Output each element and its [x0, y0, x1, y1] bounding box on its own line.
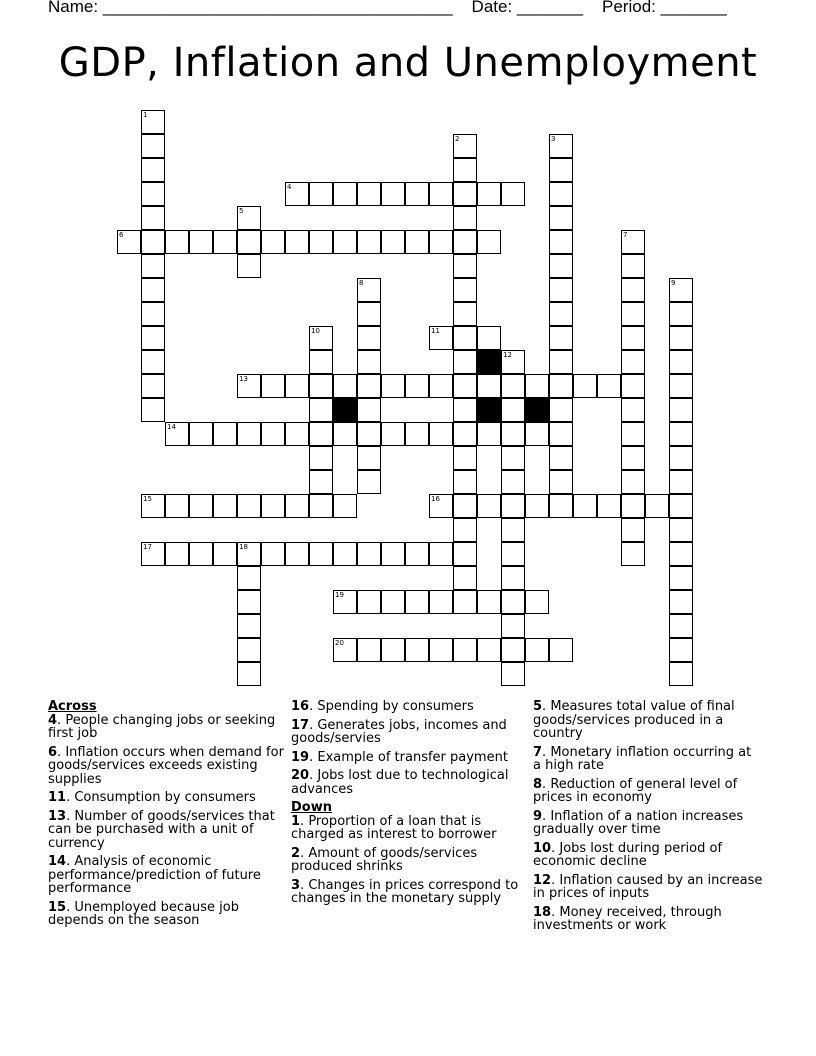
crossword-cell[interactable] [189, 230, 213, 254]
clue-item: 1. Proportion of a loan that is charged as interest to borrower [291, 813, 497, 842]
crossword-cell[interactable] [549, 254, 573, 278]
crossword-cell[interactable] [453, 494, 477, 518]
crossword-cell[interactable] [549, 278, 573, 302]
crossword-cell[interactable] [309, 182, 333, 206]
clue-text: Consumption by consumers [74, 790, 256, 805]
crossword-cell[interactable] [381, 590, 405, 614]
crossword-cell[interactable] [261, 542, 285, 566]
clue-number-label: 14 [167, 423, 176, 431]
crossword-cell[interactable] [333, 422, 357, 446]
crossword-cell[interactable] [381, 374, 405, 398]
crossword-cell[interactable] [285, 494, 309, 518]
clue-number-label: 1 [143, 111, 148, 119]
crossword-cell[interactable] [453, 422, 477, 446]
crossword-cell[interactable] [477, 374, 501, 398]
crossword-cell[interactable] [621, 542, 645, 566]
crossword-cell[interactable] [669, 518, 693, 542]
clue-item: 14. Analysis of economic performance/prediction of future performance [48, 854, 261, 896]
crossword-cell[interactable] [501, 398, 525, 422]
crossword-cell[interactable] [669, 494, 693, 518]
clue-item: 10. Jobs lost during period of economic decline [533, 840, 723, 869]
crossword-cell[interactable] [501, 494, 525, 518]
crossword-cell[interactable] [669, 662, 693, 686]
crossword-cell[interactable] [501, 662, 525, 686]
crossword-cell[interactable] [501, 422, 525, 446]
crossword-cell[interactable] [357, 374, 381, 398]
crossword-cell[interactable] [501, 446, 525, 470]
crossword-cell[interactable] [405, 542, 429, 566]
crossword-cell[interactable] [237, 566, 261, 590]
clue-number-label: 4 [287, 183, 292, 191]
clue-number-label: 17 [143, 543, 152, 551]
clue-number: 9 [533, 808, 543, 824]
crossword-cell[interactable] [477, 230, 501, 254]
crossword-cell[interactable] [309, 494, 333, 518]
clue-item: 11. Consumption by consumers [48, 790, 256, 805]
crossword-cell[interactable] [549, 638, 573, 662]
crossword-cell[interactable] [213, 542, 237, 566]
crossword-black-cell [333, 398, 357, 422]
crossword-cell[interactable] [645, 494, 669, 518]
crossword-cell[interactable] [549, 302, 573, 326]
crossword-cell[interactable] [525, 638, 549, 662]
crossword-cell[interactable] [141, 206, 165, 230]
clue-number: 12 [533, 872, 552, 888]
clue-number-label: 20 [335, 639, 344, 647]
clue-text: People changing jobs or seeking first job [48, 712, 276, 741]
clues-column-1 [48, 700, 293, 933]
page-title: GDP, Inflation and Unemployment [58, 40, 758, 86]
clue-number-label: 2 [455, 135, 460, 143]
crossword-cell[interactable] [141, 182, 165, 206]
crossword-cell[interactable] [237, 638, 261, 662]
crossword-cell[interactable] [285, 542, 309, 566]
clue-number: 15 [48, 899, 67, 915]
crossword-cell[interactable] [669, 422, 693, 446]
crossword-cell[interactable] [573, 374, 597, 398]
crossword-cell[interactable] [549, 422, 573, 446]
crossword-cell[interactable] [237, 662, 261, 686]
crossword-cell[interactable] [477, 638, 501, 662]
crossword-cell[interactable] [453, 350, 477, 374]
crossword-cell[interactable] [621, 350, 645, 374]
crossword-cell[interactable] [381, 182, 405, 206]
crossword-cell[interactable] [261, 374, 285, 398]
crossword-cell[interactable] [669, 446, 693, 470]
crossword-cell[interactable] [189, 542, 213, 566]
clue-text: Changes in prices correspond to changes in the monetary supply [291, 877, 519, 906]
crossword-cell[interactable] [621, 518, 645, 542]
clue-number: 2 [291, 845, 301, 861]
crossword-cell[interactable] [381, 638, 405, 662]
crossword-cell[interactable] [333, 374, 357, 398]
crossword-cell[interactable] [477, 182, 501, 206]
crossword-cell[interactable] [621, 254, 645, 278]
crossword-cell[interactable] [381, 422, 405, 446]
crossword-cell[interactable] [669, 470, 693, 494]
clue-item: 16. Spending by consumers [291, 699, 474, 714]
crossword-cell[interactable] [525, 374, 549, 398]
crossword-cell[interactable] [549, 470, 573, 494]
crossword-cell[interactable] [453, 542, 477, 566]
crossword-cell[interactable] [309, 422, 333, 446]
clue-number-label: 16 [431, 495, 440, 503]
crossword-black-cell [477, 398, 501, 422]
crossword-cell[interactable] [549, 206, 573, 230]
crossword-cell[interactable] [597, 374, 621, 398]
crossword-cell[interactable] [213, 422, 237, 446]
crossword-cell[interactable] [237, 590, 261, 614]
crossword-cell[interactable] [381, 230, 405, 254]
clues-column-2 [291, 700, 536, 911]
crossword-cell[interactable] [573, 494, 597, 518]
crossword-cell[interactable] [309, 398, 333, 422]
crossword-cell[interactable] [669, 326, 693, 350]
crossword-cell[interactable] [453, 326, 477, 350]
clue-text: Inflation caused by an increase in prices of inputs [533, 872, 763, 901]
clue-text: Spending by consumers [317, 699, 474, 714]
crossword-cell[interactable] [549, 326, 573, 350]
crossword-cell[interactable] [141, 374, 165, 398]
crossword-cell[interactable] [549, 230, 573, 254]
clue-text: Jobs lost due to technological advances [291, 768, 509, 797]
clue-text: Number of goods/services that can be purchased with a unit of currency [48, 808, 275, 851]
clue-number: 11 [48, 790, 67, 805]
crossword-cell[interactable] [549, 494, 573, 518]
clue-text: Proportion of a loan that is charged as interest to borrower [291, 813, 497, 842]
crossword-cell[interactable] [237, 614, 261, 638]
crossword-cell[interactable] [501, 566, 525, 590]
clue-number-label: 18 [239, 543, 248, 551]
crossword-cell[interactable] [549, 446, 573, 470]
name-blank[interactable]: _____________________________________ [102, 0, 453, 16]
clue-text: Amount of goods/services produced shrinks [291, 845, 478, 874]
crossword-cell[interactable] [453, 518, 477, 542]
clue-text: Jobs lost during period of economic decline [533, 840, 723, 869]
crossword-cell[interactable] [501, 182, 525, 206]
crossword-cell[interactable] [453, 470, 477, 494]
clue-text: Inflation occurs when demand for goods/services exceeds existing supplies [48, 744, 284, 787]
clue-text: Inflation of a nation increases gradually over time [533, 808, 744, 837]
crossword-cell[interactable] [429, 638, 453, 662]
crossword-cell[interactable] [453, 638, 477, 662]
crossword-cell[interactable] [453, 446, 477, 470]
clue-item: 9. Inflation of a nation increases gradually over time [533, 808, 744, 837]
clue-number: 19 [291, 749, 310, 765]
crossword-cell[interactable] [213, 230, 237, 254]
crossword-cell[interactable] [405, 590, 429, 614]
crossword-cell[interactable] [237, 494, 261, 518]
crossword-cell[interactable] [453, 374, 477, 398]
crossword-cell[interactable] [453, 590, 477, 614]
crossword-cell[interactable] [357, 326, 381, 350]
crossword-cell[interactable] [285, 422, 309, 446]
crossword-cell[interactable] [501, 590, 525, 614]
crossword-cell[interactable] [309, 374, 333, 398]
clue-item: 8. Reduction of general level of prices in economy [533, 776, 738, 805]
clue-number: 7 [533, 744, 543, 760]
crossword-cell[interactable] [165, 494, 189, 518]
clue-item: 18. Money received, through investments or work [533, 904, 722, 933]
crossword-cell[interactable] [669, 566, 693, 590]
crossword-cell[interactable] [357, 638, 381, 662]
crossword-cell[interactable] [669, 542, 693, 566]
crossword-cell[interactable] [189, 494, 213, 518]
clue-number-label: 5 [239, 207, 244, 215]
crossword-cell[interactable] [429, 542, 453, 566]
crossword-cell[interactable] [453, 230, 477, 254]
crossword-cell[interactable] [429, 422, 453, 446]
clue-number: 1 [291, 813, 301, 829]
crossword-cell[interactable] [621, 326, 645, 350]
crossword-cell[interactable] [525, 590, 549, 614]
crossword-cell[interactable] [429, 590, 453, 614]
clue-number-label: 10 [311, 327, 320, 335]
crossword-cell[interactable] [357, 398, 381, 422]
crossword-cell[interactable] [261, 230, 285, 254]
crossword-cell[interactable] [477, 326, 501, 350]
date-blank[interactable]: _______ [516, 0, 584, 16]
crossword-cell[interactable] [405, 638, 429, 662]
crossword-cell[interactable] [453, 566, 477, 590]
clue-item: 17. Generates jobs, incomes and goods/servies [291, 717, 507, 746]
crossword-cell[interactable] [621, 278, 645, 302]
crossword-cell[interactable] [261, 494, 285, 518]
clue-item: 6. Inflation occurs when demand for goods/services exceeds existing supplies [48, 744, 284, 787]
crossword-cell[interactable] [477, 494, 501, 518]
crossword-cell[interactable] [285, 374, 309, 398]
crossword-cell[interactable] [477, 590, 501, 614]
crossword-cell[interactable] [309, 470, 333, 494]
crossword-cell[interactable] [501, 614, 525, 638]
clue-number: 18 [533, 904, 552, 920]
clue-item: 15. Unemployed because job depends on the season [48, 899, 239, 928]
clue-number: 4 [48, 712, 58, 728]
crossword-cell[interactable] [525, 422, 549, 446]
clue-text: Monetary inflation occurring at a high rate [533, 744, 752, 773]
clue-number: 16 [291, 699, 310, 714]
crossword-cell[interactable] [549, 182, 573, 206]
clue-item: 13. Number of goods/services that can be purchased with a unit of currency [48, 808, 275, 851]
crossword-cell[interactable] [453, 398, 477, 422]
crossword-cell[interactable] [357, 470, 381, 494]
crossword-cell[interactable] [141, 326, 165, 350]
crossword-cell[interactable] [141, 134, 165, 158]
crossword-cell[interactable] [429, 374, 453, 398]
crossword-cell[interactable] [381, 542, 405, 566]
crossword-cell[interactable] [237, 254, 261, 278]
crossword-cell[interactable] [261, 422, 285, 446]
crossword-cell[interactable] [237, 230, 261, 254]
crossword-black-cell [477, 350, 501, 374]
date-label: Date: [471, 0, 513, 16]
crossword-cell[interactable] [549, 398, 573, 422]
clue-number-label: 15 [143, 495, 152, 503]
clue-number: 5 [533, 699, 543, 714]
crossword-cell[interactable] [141, 350, 165, 374]
clue-number-label: 8 [359, 279, 364, 287]
crossword-cell[interactable] [549, 158, 573, 182]
crossword-cell[interactable] [669, 398, 693, 422]
crossword-cell[interactable] [621, 494, 645, 518]
crossword-cell[interactable] [237, 422, 261, 446]
clue-text: Generates jobs, incomes and goods/servies [291, 717, 507, 746]
crossword-cell[interactable] [453, 158, 477, 182]
crossword-cell[interactable] [213, 494, 237, 518]
clue-number: 13 [48, 808, 67, 824]
clue-number-label: 11 [431, 327, 440, 335]
clue-text: Unemployed because job depends on the season [48, 899, 239, 928]
crossword-cell[interactable] [141, 302, 165, 326]
crossword-cell[interactable] [357, 230, 381, 254]
crossword-cell[interactable] [189, 422, 213, 446]
crossword-cell[interactable] [165, 230, 189, 254]
crossword-cell[interactable] [333, 542, 357, 566]
crossword-cell[interactable] [333, 230, 357, 254]
clue-number-label: 7 [623, 231, 628, 239]
clue-text: Reduction of general level of prices in economy [533, 776, 738, 805]
period-blank[interactable]: _______ [660, 0, 727, 16]
crossword-cell[interactable] [429, 230, 453, 254]
crossword-cell[interactable] [621, 470, 645, 494]
crossword-cell[interactable] [621, 422, 645, 446]
clue-text: Measures total value of final goods/services produced in a country [533, 699, 735, 741]
crossword-cell[interactable] [621, 446, 645, 470]
clue-item: 20. Jobs lost due to technological advances [291, 768, 509, 797]
clue-number-label: 3 [551, 135, 556, 143]
crossword-cell[interactable] [453, 302, 477, 326]
crossword-cell[interactable] [357, 182, 381, 206]
clue-number: 17 [291, 717, 310, 733]
crossword-cell[interactable] [501, 638, 525, 662]
clue-number-label: 19 [335, 591, 344, 599]
clue-item: 2. Amount of goods/services produced shrinks [291, 845, 478, 874]
clue-number: 20 [291, 768, 310, 783]
crossword-cell[interactable] [453, 254, 477, 278]
name-label: Name: [48, 0, 99, 16]
crossword-cell[interactable] [333, 182, 357, 206]
crossword-cell[interactable] [669, 638, 693, 662]
clue-item: 3. Changes in prices correspond to changes in the monetary supply [291, 877, 519, 906]
crossword-cell[interactable] [357, 350, 381, 374]
clue-number-label: 9 [671, 279, 676, 287]
crossword-cell[interactable] [333, 494, 357, 518]
clue-text: Analysis of economic performance/prediction of future performance [48, 854, 261, 896]
clue-number-label: 12 [503, 351, 512, 359]
clue-item: 4. People changing jobs or seeking first job [48, 712, 276, 741]
clue-text: Example of transfer payment [317, 749, 508, 765]
across-heading: Across [48, 699, 97, 714]
crossword-cell[interactable] [357, 446, 381, 470]
crossword-cell[interactable] [669, 614, 693, 638]
crossword-cell[interactable] [309, 446, 333, 470]
crossword-cell[interactable] [309, 542, 333, 566]
crossword-cell[interactable] [477, 422, 501, 446]
crossword-cell[interactable] [141, 398, 165, 422]
crossword-cell[interactable] [141, 230, 165, 254]
crossword-cell[interactable] [621, 302, 645, 326]
clue-number: 14 [48, 854, 67, 869]
crossword-cell[interactable] [501, 374, 525, 398]
clue-number: 3 [291, 877, 301, 893]
clue-number: 10 [533, 840, 552, 856]
crossword-cell[interactable] [309, 230, 333, 254]
crossword-cell[interactable] [525, 494, 549, 518]
crossword-cell[interactable] [357, 542, 381, 566]
crossword-cell[interactable] [621, 374, 645, 398]
crossword-cell[interactable] [669, 350, 693, 374]
crossword-cell[interactable] [429, 182, 453, 206]
crossword-cell[interactable] [141, 254, 165, 278]
crossword-cell[interactable] [165, 542, 189, 566]
crossword-cell[interactable] [597, 494, 621, 518]
crossword-cell[interactable] [357, 422, 381, 446]
crossword-cell[interactable] [141, 158, 165, 182]
crossword-black-cell [525, 398, 549, 422]
crossword-cell[interactable] [669, 374, 693, 398]
crossword-cell[interactable] [453, 278, 477, 302]
clue-text: Money received, through investments or work [533, 904, 722, 933]
crossword-cell[interactable] [309, 350, 333, 374]
crossword-cell[interactable] [357, 302, 381, 326]
crossword-cell[interactable] [453, 182, 477, 206]
crossword-cell[interactable] [453, 206, 477, 230]
crossword-cell[interactable] [405, 230, 429, 254]
down-heading: Down [291, 800, 332, 815]
crossword-cell[interactable] [501, 542, 525, 566]
crossword-cell[interactable] [405, 422, 429, 446]
clue-item: 12. Inflation caused by an increase in prices of inputs [533, 872, 763, 901]
crossword-cell[interactable] [669, 590, 693, 614]
crossword-cell[interactable] [501, 470, 525, 494]
crossword-cell[interactable] [357, 590, 381, 614]
clue-number-label: 6 [119, 231, 124, 239]
clue-item: 7. Monetary inflation occurring at a high rate [533, 744, 752, 773]
crossword-cell[interactable] [285, 230, 309, 254]
clue-item: 5. Measures total value of final goods/services produced in a country [533, 699, 735, 741]
crossword-cell[interactable] [501, 518, 525, 542]
crossword-cell[interactable] [549, 350, 573, 374]
crossword-cell[interactable] [141, 278, 165, 302]
clues-column-3 [533, 700, 763, 938]
crossword-cell[interactable] [621, 398, 645, 422]
crossword-cell[interactable] [405, 182, 429, 206]
crossword-cell[interactable] [405, 374, 429, 398]
clue-item: 19. Example of transfer payment [291, 749, 508, 765]
clue-number: 8 [533, 776, 543, 792]
crossword-cell[interactable] [549, 374, 573, 398]
clue-number-label: 13 [239, 375, 248, 383]
clue-number: 6 [48, 744, 58, 760]
crossword-cell[interactable] [669, 302, 693, 326]
period-label: Period: [602, 0, 656, 16]
